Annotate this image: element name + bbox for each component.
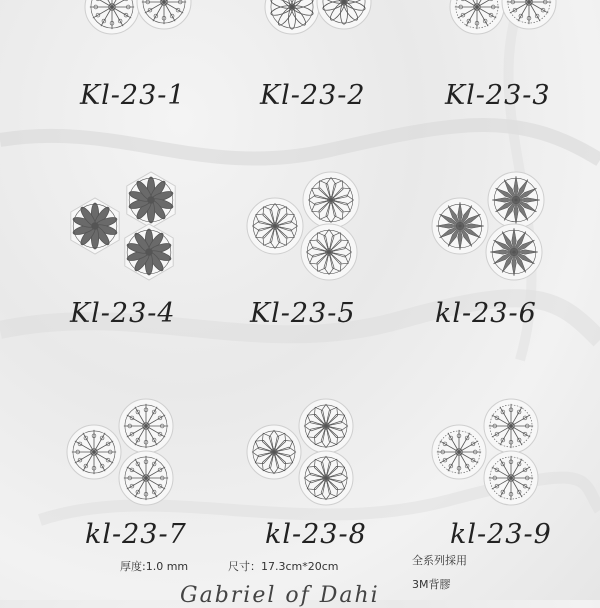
decal-plate — [432, 198, 488, 254]
decal-plate — [502, 0, 556, 29]
decal-set-image — [225, 375, 425, 525]
series-note: 全系列採用 — [412, 554, 467, 567]
decal-plate — [85, 0, 139, 34]
product-card — [410, 0, 600, 145]
product-code: Kl-23-3 — [445, 80, 551, 111]
decal-set-image — [410, 375, 600, 525]
decal-plate — [450, 0, 504, 34]
decal-plate — [247, 425, 301, 479]
product-code: Kl-23-2 — [260, 80, 366, 111]
product-code: Kl-23-5 — [250, 298, 356, 329]
thickness-spec: 厚度:1.0 mm — [120, 560, 189, 573]
decal-plate — [299, 451, 353, 505]
product-card — [45, 0, 245, 145]
product-code: kl-23-8 — [265, 519, 367, 550]
decal-plate — [432, 425, 486, 479]
decal-plate — [484, 451, 538, 505]
decal-set-image — [45, 375, 245, 525]
product-card — [225, 375, 425, 560]
decal-plate — [127, 172, 175, 228]
decal-set-image — [45, 150, 245, 300]
decal-plate — [125, 224, 173, 280]
decal-plate — [488, 172, 544, 228]
decal-plate — [301, 224, 357, 280]
backing-note: 3M背膠 — [412, 578, 451, 591]
decal-plate — [119, 451, 173, 505]
decal-plate — [317, 0, 371, 29]
product-code: kl-23-7 — [85, 519, 187, 550]
decal-plate — [486, 224, 542, 280]
product-card — [45, 375, 245, 560]
decal-plate — [303, 172, 359, 228]
decal-plate — [484, 399, 538, 453]
decal-plate — [247, 198, 303, 254]
decal-plate — [299, 399, 353, 453]
product-card — [225, 150, 425, 335]
product-code: kl-23-9 — [450, 519, 552, 550]
product-card — [225, 0, 425, 145]
decal-plate — [67, 425, 121, 479]
footer-script: Gabriel of Dahi — [180, 583, 380, 608]
size-spec: 尺寸：17.3cm*20cm — [228, 560, 339, 573]
product-code: Kl-23-4 — [70, 298, 176, 329]
decal-plate — [137, 0, 191, 29]
decal-plate — [265, 0, 319, 34]
product-card — [410, 375, 600, 560]
product-code: kl-23-6 — [435, 298, 537, 329]
decal-set-image — [410, 150, 600, 300]
decal-set-image — [225, 150, 425, 300]
product-card — [45, 150, 245, 335]
product-card — [410, 150, 600, 335]
decal-plate — [71, 198, 119, 254]
decal-plate — [119, 399, 173, 453]
product-code: Kl-23-1 — [80, 80, 186, 111]
